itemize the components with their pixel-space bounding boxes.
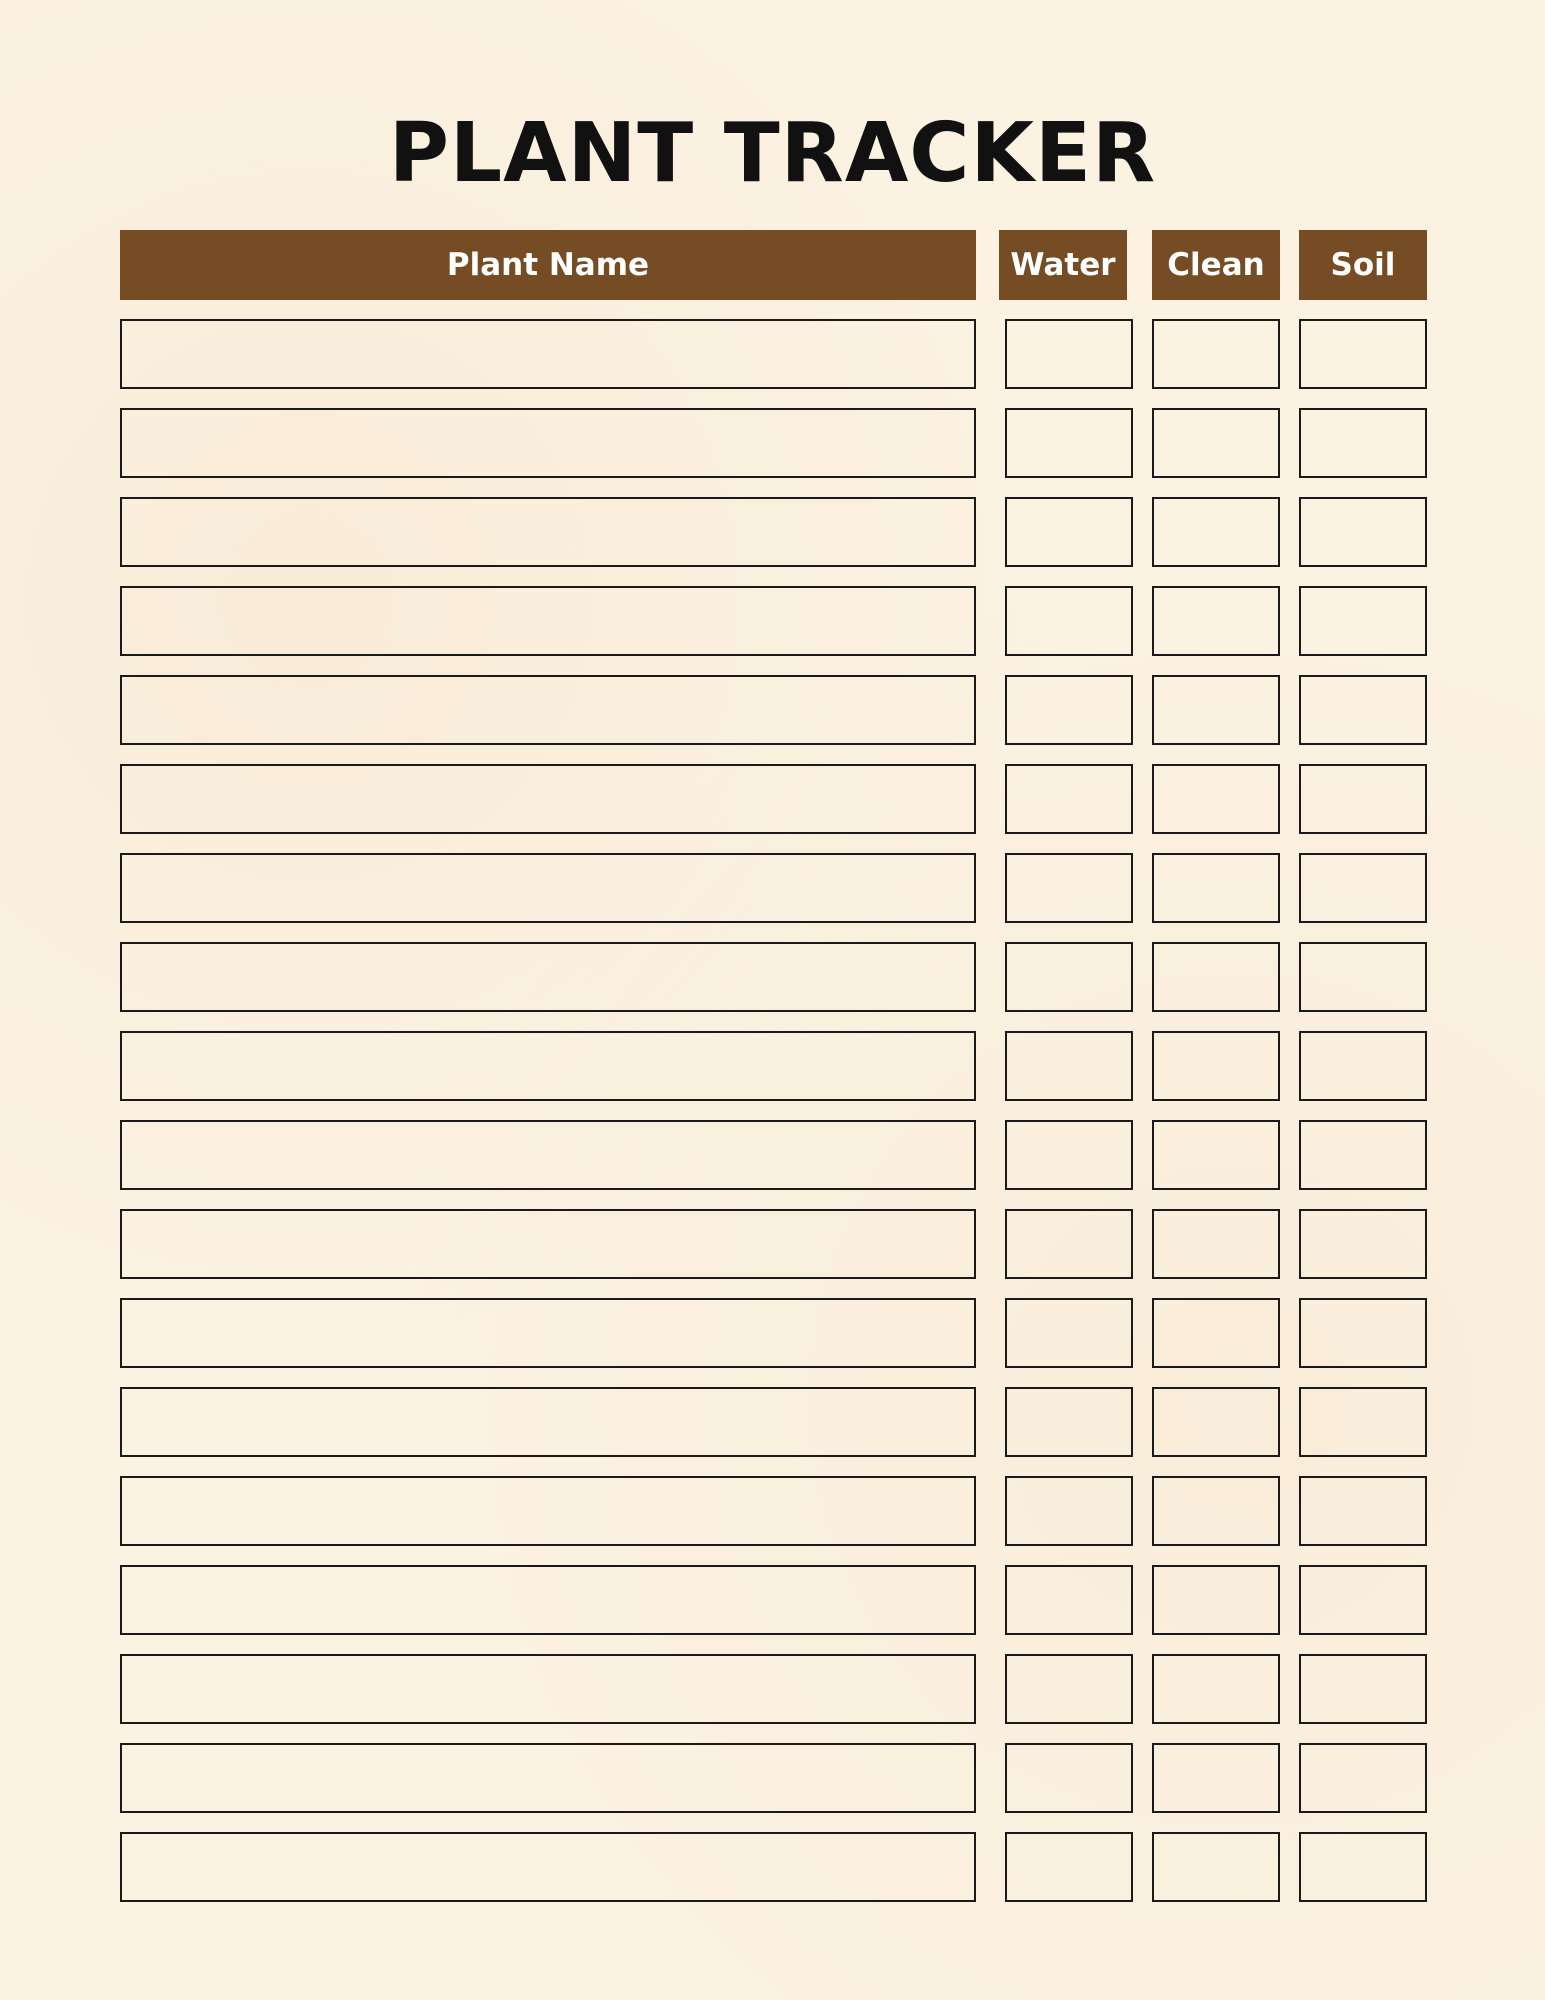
page-title: PLANT TRACKER	[388, 106, 1157, 201]
plant-name-cell[interactable]	[120, 586, 976, 656]
water-checkbox-cell[interactable]	[1005, 586, 1133, 656]
soil-checkbox-cell[interactable]	[1299, 1209, 1427, 1279]
clean-checkbox-cell[interactable]	[1152, 853, 1280, 923]
water-checkbox-cell[interactable]	[1005, 497, 1133, 567]
soil-checkbox-cell[interactable]	[1299, 497, 1427, 567]
water-checkbox-cell[interactable]	[1005, 1120, 1133, 1190]
clean-checkbox-cell[interactable]	[1152, 1387, 1280, 1457]
water-checkbox-cell[interactable]	[1005, 764, 1133, 834]
clean-checkbox-cell[interactable]	[1152, 1120, 1280, 1190]
plant-name-cell[interactable]	[120, 942, 976, 1012]
clean-checkbox-cell[interactable]	[1152, 675, 1280, 745]
soil-checkbox-cell[interactable]	[1299, 853, 1427, 923]
water-checkbox-cell[interactable]	[1005, 319, 1133, 389]
water-checkbox-cell[interactable]	[1005, 408, 1133, 478]
water-checkbox-cell[interactable]	[1005, 1832, 1133, 1902]
soil-checkbox-cell[interactable]	[1299, 1743, 1427, 1813]
water-checkbox-cell[interactable]	[1005, 1298, 1133, 1368]
column-header-water: Water	[999, 230, 1127, 300]
clean-checkbox-cell[interactable]	[1152, 764, 1280, 834]
water-checkbox-cell[interactable]	[1005, 1654, 1133, 1724]
clean-checkbox-cell[interactable]	[1152, 1565, 1280, 1635]
clean-checkbox-cell[interactable]	[1152, 1209, 1280, 1279]
column-header-soil: Soil	[1299, 230, 1427, 300]
soil-checkbox-cell[interactable]	[1299, 319, 1427, 389]
clean-checkbox-cell[interactable]	[1152, 1654, 1280, 1724]
soil-checkbox-cell[interactable]	[1299, 408, 1427, 478]
soil-checkbox-cell[interactable]	[1299, 1832, 1427, 1902]
soil-checkbox-cell[interactable]	[1299, 1387, 1427, 1457]
water-checkbox-cell[interactable]	[1005, 675, 1133, 745]
clean-checkbox-cell[interactable]	[1152, 408, 1280, 478]
soil-checkbox-cell[interactable]	[1299, 1298, 1427, 1368]
clean-checkbox-cell[interactable]	[1152, 1031, 1280, 1101]
soil-checkbox-cell[interactable]	[1299, 1031, 1427, 1101]
plant-name-cell[interactable]	[120, 1387, 976, 1457]
plant-name-cell[interactable]	[120, 1743, 976, 1813]
soil-checkbox-cell[interactable]	[1299, 764, 1427, 834]
plant-name-cell[interactable]	[120, 408, 976, 478]
column-header-clean: Clean	[1152, 230, 1280, 300]
soil-checkbox-cell[interactable]	[1299, 1120, 1427, 1190]
soil-checkbox-cell[interactable]	[1299, 1565, 1427, 1635]
plant-name-cell[interactable]	[120, 1476, 976, 1546]
plant-name-cell[interactable]	[120, 1120, 976, 1190]
water-checkbox-cell[interactable]	[1005, 853, 1133, 923]
clean-checkbox-cell[interactable]	[1152, 942, 1280, 1012]
clean-checkbox-cell[interactable]	[1152, 1832, 1280, 1902]
clean-checkbox-cell[interactable]	[1152, 1298, 1280, 1368]
water-checkbox-cell[interactable]	[1005, 1743, 1133, 1813]
water-checkbox-cell[interactable]	[1005, 1209, 1133, 1279]
water-checkbox-cell[interactable]	[1005, 1565, 1133, 1635]
clean-checkbox-cell[interactable]	[1152, 1743, 1280, 1813]
plant-name-cell[interactable]	[120, 1209, 976, 1279]
plant-name-cell[interactable]	[120, 497, 976, 567]
clean-checkbox-cell[interactable]	[1152, 586, 1280, 656]
water-checkbox-cell[interactable]	[1005, 1476, 1133, 1546]
plant-name-cell[interactable]	[120, 675, 976, 745]
plant-name-cell[interactable]	[120, 764, 976, 834]
water-checkbox-cell[interactable]	[1005, 1031, 1133, 1101]
soil-checkbox-cell[interactable]	[1299, 1654, 1427, 1724]
plant-name-cell[interactable]	[120, 1031, 976, 1101]
plant-name-cell[interactable]	[120, 1298, 976, 1368]
soil-checkbox-cell[interactable]	[1299, 1476, 1427, 1546]
plant-name-cell[interactable]	[120, 1832, 976, 1902]
plant-name-cell[interactable]	[120, 1565, 976, 1635]
soil-checkbox-cell[interactable]	[1299, 586, 1427, 656]
water-checkbox-cell[interactable]	[1005, 942, 1133, 1012]
soil-checkbox-cell[interactable]	[1299, 675, 1427, 745]
water-checkbox-cell[interactable]	[1005, 1387, 1133, 1457]
clean-checkbox-cell[interactable]	[1152, 319, 1280, 389]
column-header-plant-name: Plant Name	[120, 230, 976, 300]
plant-name-cell[interactable]	[120, 1654, 976, 1724]
soil-checkbox-cell[interactable]	[1299, 942, 1427, 1012]
plant-name-cell[interactable]	[120, 319, 976, 389]
clean-checkbox-cell[interactable]	[1152, 1476, 1280, 1546]
clean-checkbox-cell[interactable]	[1152, 497, 1280, 567]
plant-name-cell[interactable]	[120, 853, 976, 923]
